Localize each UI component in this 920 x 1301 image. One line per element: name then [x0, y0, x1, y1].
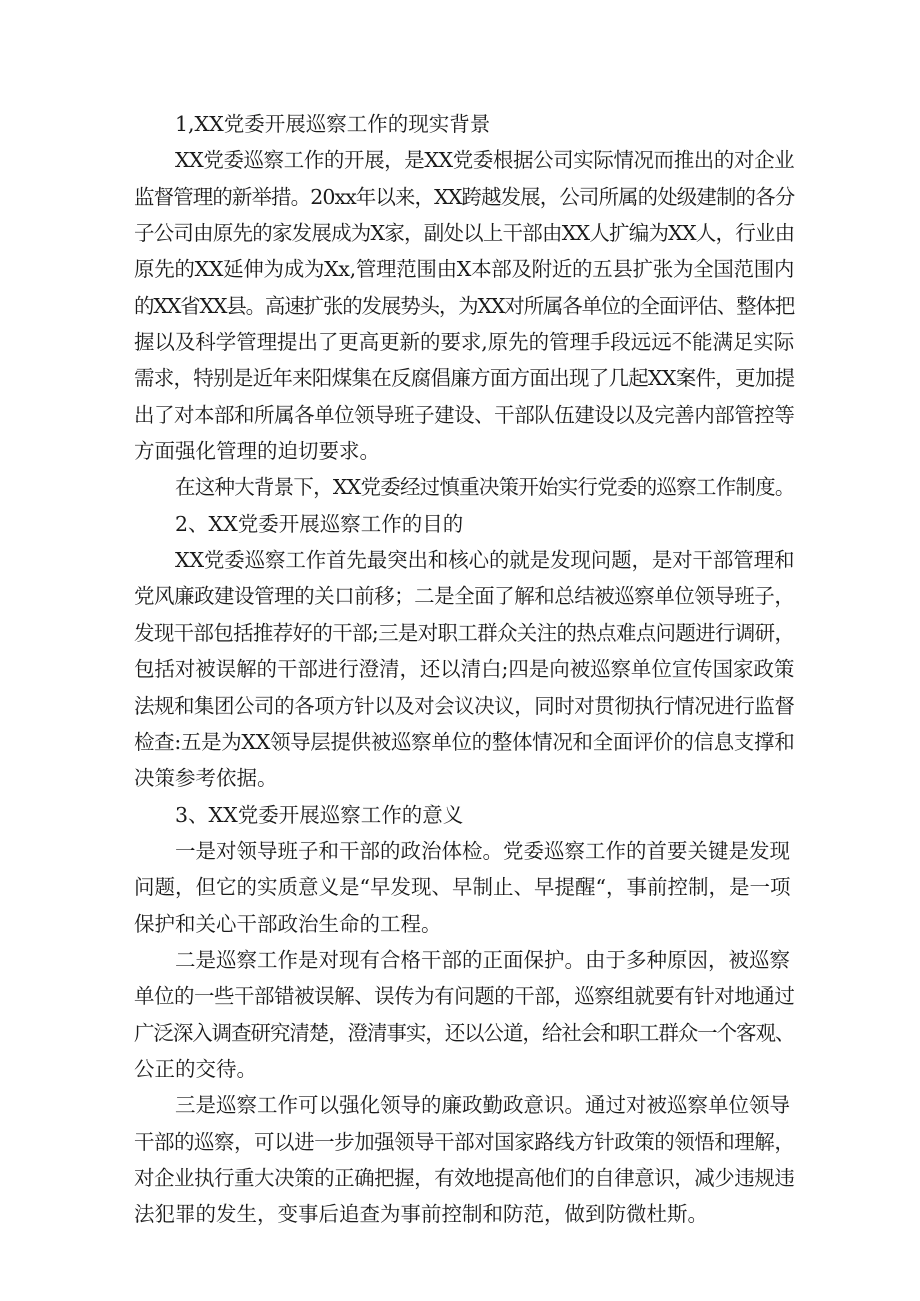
paragraph-line: 监督管理的新举措。20xx年以来，XX跨越发展，公司所属的处级建制的各分 — [134, 184, 795, 209]
document-page — [134, 106, 796, 1233]
paragraph-line: 法规和集团公司的各项方针以及对会议决议，同时对贯彻执行情况进行监督 — [134, 693, 795, 718]
paragraph-line: 一是对领导班子和干部的政治体检。党委巡察工作的首要关键是发现 — [175, 838, 790, 863]
paragraph-line: 三是巡察工作可以强化领导的廉政勤政意识。通过对被巡察单位领导 — [175, 1093, 790, 1118]
paragraph-line: 问题，但它的实质意义是“早发现、早制止、早提醒“，事前控制，是一项 — [134, 875, 791, 900]
section-heading: 3、XX党委开展巡察工作的意义 — [175, 802, 464, 827]
paragraph-line: XX党委巡察工作首先最突出和核心的就是发现问题，是对干部管理和 — [175, 548, 795, 573]
section-heading: 2、XX党委开展巡察工作的目的 — [175, 511, 464, 536]
paragraph-line: 公正的交待。 — [134, 1056, 257, 1081]
paragraph-line: 方面强化管理的迫切要求。 — [134, 439, 380, 464]
section-heading: 1,XX党委开展巡察工作的现实背景 — [175, 112, 491, 136]
paragraph-line: 在这种大背景下，XX党委经过慎重决策开始实行党委的巡察工作制度。 — [175, 475, 795, 500]
paragraph-line: 原先的XX延伸为成为Xx,管理范围由X本部及附近的五县扩张为全国范围内 — [134, 257, 795, 282]
paragraph-line: 单位的一些干部错被误解、误传为有问题的干部，巡察组就要有针对地通过 — [134, 984, 795, 1009]
paragraph-line: 出了对本部和所属各单位领导班子建设、干部队伍建设以及完善内部管控等 — [134, 402, 795, 427]
document-body — [134, 106, 796, 1233]
paragraph-line: 法犯罪的发生，变事后追查为事前控制和防范，做到防微杜斯。 — [134, 1202, 708, 1227]
paragraph-line: 二是巡察工作是对现有合格干部的正面保护。由于多种原因，被巡察 — [175, 947, 790, 972]
paragraph-line: 检查:五是为XX领导层提供被巡察单位的整体情况和全面评价的信息支撑和 — [134, 729, 795, 754]
paragraph-line: 党风廉政建设管理的关口前移；二是全面了解和总结被巡察单位领导班子， — [134, 584, 795, 609]
paragraph-line: XX党委巡察工作的开展，是XX党委根据公司实际情况而推出的对企业 — [175, 148, 795, 173]
paragraph-line: 发现干部包括推荐好的干部;三是对职工群众关注的热点难点问题进行调研， — [134, 620, 795, 645]
paragraph-line: 握以及科学管理提出了更高更新的要求,原先的管理手段远远不能满足实际 — [134, 330, 795, 355]
paragraph-line: 包括对被误解的干部进行澄清，还以清白;四是向被巡察单位宣传国家政策 — [134, 657, 795, 682]
paragraph-line: 干部的巡察，可以进一步加强领导干部对国家路线方针政策的领悟和理解， — [134, 1129, 795, 1154]
paragraph-line: 子公司由原先的家发展成为X家，副处以上干部由XX人扩编为XX人，行业由 — [134, 221, 795, 246]
paragraph-line: 对企业执行重大决策的正确把握，有效地提高他们的自律意识，减少违规违 — [134, 1165, 795, 1190]
paragraph-line: 决策参考依据。 — [134, 766, 278, 791]
paragraph-line: 广泛深入调查研究清楚，澄清事实，还以公道，给社会和职工群众一个客观、 — [134, 1020, 795, 1045]
paragraph-line: 的XX省XX县。高速扩张的发展势头，为XX对所属各单位的全面评估、整体把 — [134, 293, 795, 318]
paragraph-line: 保护和关心干部政治生命的工程。 — [134, 911, 442, 936]
paragraph-line: 需求，特别是近年来阳煤集在反腐倡廉方面方面出现了几起XX案件，更加提 — [134, 366, 795, 391]
